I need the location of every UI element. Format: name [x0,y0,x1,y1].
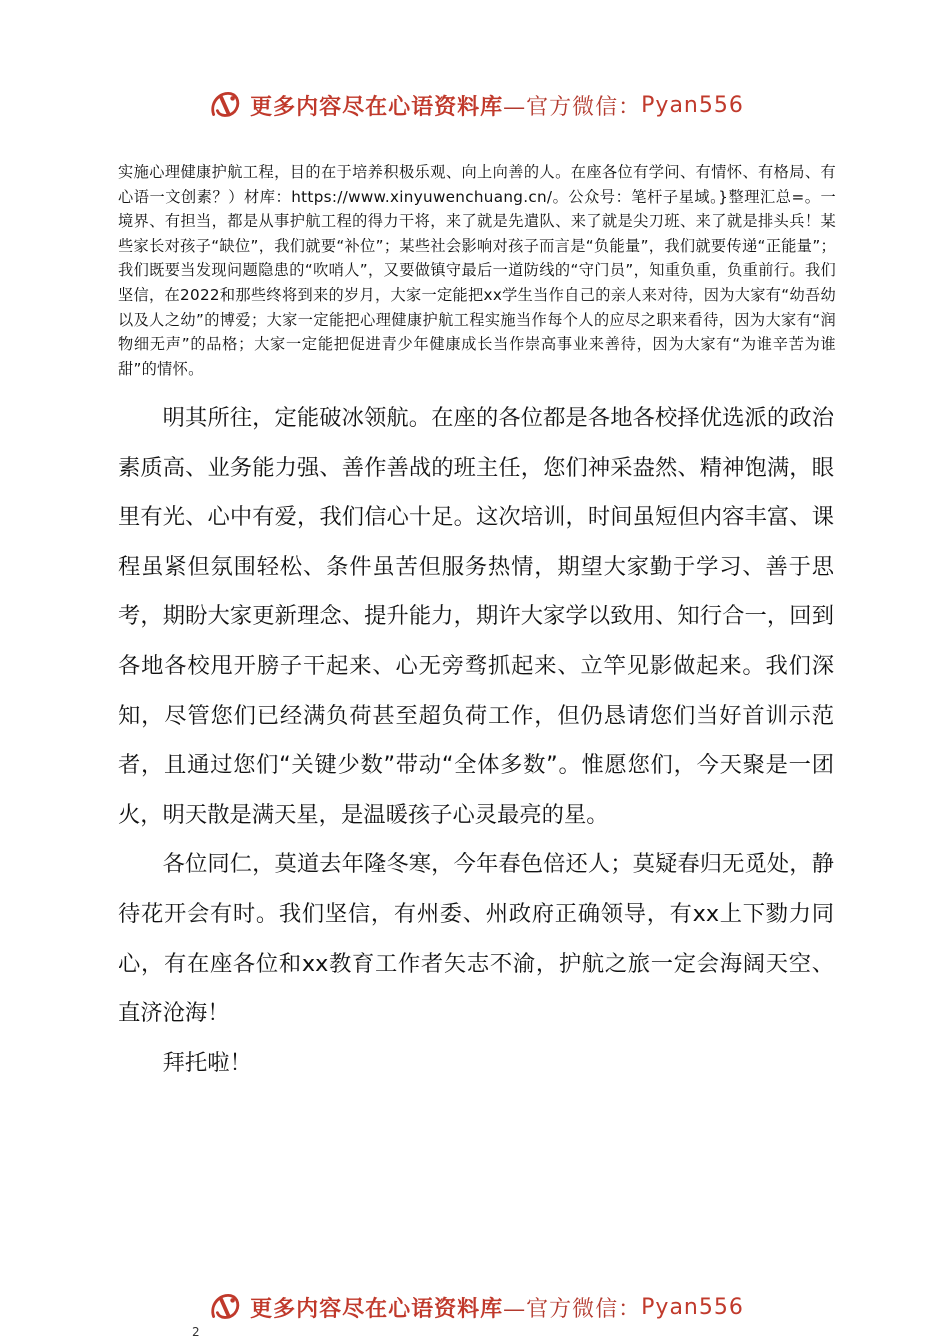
brush-stroke-logo-icon [206,1288,244,1326]
header-brand-dash: —官方微信： [503,94,642,120]
page-footer [0,1287,950,1327]
body-paragraph-3: 拜托啦！ [162,1049,252,1076]
header-brand-handle: Pyan556 [641,92,744,118]
footer-brand [206,1288,744,1326]
body-paragraph-2: 各位同仁，莫道去年隆冬寒，今年春色倍还人；莫疑春归无觅处，静待花开会有时。我们坚信，有州委、州政府正确领导，有xx上下勠力同心，有在座各位和xx教育工作者矢志不渝，护航之旅一定会海阔天空、直济沧海！ [118,851,834,1027]
brush-stroke-logo-icon [206,86,244,124]
header-brand [206,86,744,124]
body-paragraph-1: 明其所往，定能破冰领航。在座的各位都是各地各校择优选派的政治素质高、业务能力强、善作善战的班主任，您们神采盎然、精神饱满，眼里有光、心中有爱，我们信心十足。这次培训，时间虽短但内容丰富、课程虽紧但氛围轻松、条件虽苦但服务热情，期望大家勤于学习、善于思考，期盼大家更新理念、提升能力，期许大家学以致用、知行合一，回到各地各校甩开膀子干起来、心无旁骛抓起来、立竿见影做起来。我们深知，尽管您们已经满负荷甚至超负荷工作，但仍恳请您们当好首训示范者，且通过您们“关键少数”带动“全体多数”。惟愿您们，今天聚是一团火，明天散是满天星，是温暖孩子心灵最亮的星。 [118,405,834,828]
footer-brand-dash: —官方微信： [503,1296,642,1322]
footer-brand-handle: Pyan556 [641,1294,744,1320]
intro-paragraph: 实施心理健康护航工程，目的在于培养积极乐观、向上向善的人。在座各位有学问、有情怀、有格局、有心语一文创素？）材库：https://www.xinyuwenchuang.cn/。公众号：笔杆子星域。}整理汇总=。一境界、有担当，都是从事护航工程的得力干将，来了就是先遣队、来了就是尖刀班、来了就是排头兵！某些家长对孩子“缺位”，我们就要“补位”；某些社会影响对孩子而言是“负能量”，我们就要传递“正能量”；我们既要当发现问题隐患的“吹哨人”，又要做镇守最后一道防线的“守门员”，知重负重，负重前行。我们坚信，在2022和那些终将到来的岁月，大家一定能把xx学生当作自己的亲人来对待，因为大家有“幼吾幼以及人之幼”的博爱；大家一定能把心理健康护航工程实施当作每个人的应尽之职来看待，因为大家有“润物细无声”的品格；大家一定能把促进青少年健康成长当作崇高事业来善待，因为大家有“为谁辛苦为谁甜”的情怀。 [118,163,836,378]
page-number: 2 [192,1325,200,1339]
main-body [118,394,834,1088]
footer-brand-main: 更多内容尽在心语资料库 [250,1295,504,1322]
page-header [0,83,950,127]
header-brand-main: 更多内容尽在心语资料库 [250,93,504,120]
